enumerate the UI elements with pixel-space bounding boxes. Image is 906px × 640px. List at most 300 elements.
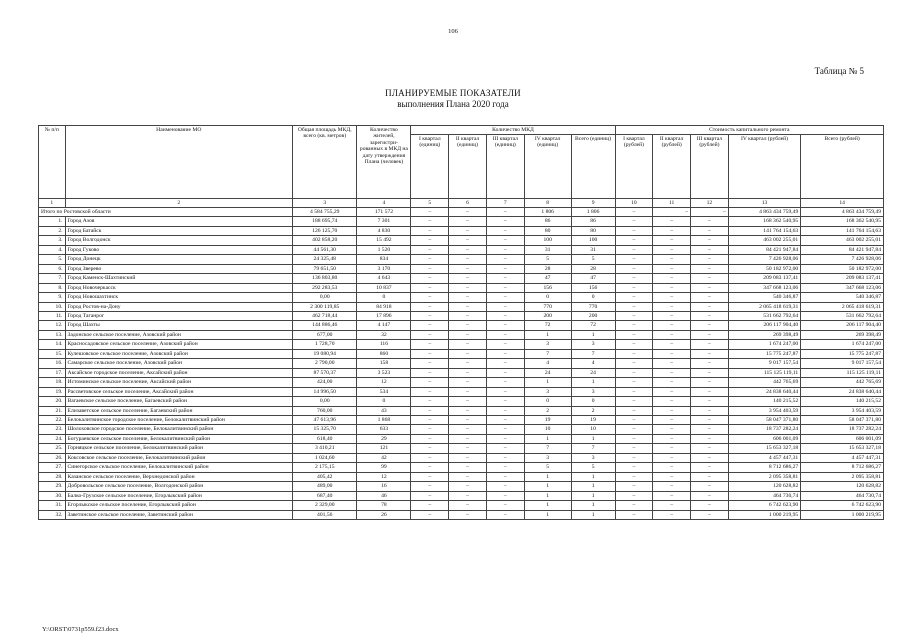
- table-cell: 86: [571, 217, 615, 226]
- table-cell: 168 362 540,95: [728, 217, 800, 226]
- table-row: [39, 434, 884, 443]
- table-cell: –: [411, 255, 449, 264]
- table-cell: 24 325,48: [293, 255, 357, 264]
- table-cell: 269 398,49: [728, 330, 800, 339]
- municipality-name: Город Батайск: [65, 226, 293, 235]
- table-cell: –: [486, 510, 524, 519]
- table-cell: 347 668 123,06: [728, 283, 800, 292]
- table-cell: 2 065 418 619,31: [801, 302, 884, 311]
- row-number: 11.: [39, 311, 66, 320]
- table-cell: 29: [357, 434, 411, 443]
- table-cell: 116: [357, 340, 411, 349]
- table-cell: 200: [571, 311, 615, 320]
- total-cell: –: [449, 208, 487, 217]
- table-cell: 188 695,74: [293, 217, 357, 226]
- table-cell: 15 653 327,18: [801, 444, 884, 453]
- header-total-count: Всего (единиц): [571, 135, 615, 199]
- table-cell: 47: [571, 274, 615, 283]
- table-row: [39, 510, 884, 519]
- table-cell: –: [449, 311, 487, 320]
- table-cell: –: [411, 472, 449, 481]
- table-cell: –: [691, 463, 729, 472]
- table-cell: –: [411, 217, 449, 226]
- table-label: Таблица № 5: [814, 66, 864, 76]
- table-cell: –: [691, 415, 729, 424]
- table-cell: 32: [357, 330, 411, 339]
- table-cell: –: [449, 406, 487, 415]
- table-cell: –: [411, 330, 449, 339]
- row-number: 22.: [39, 415, 66, 424]
- table-cell: 1: [571, 330, 615, 339]
- table-cell: –: [653, 264, 691, 273]
- table-cell: –: [615, 236, 653, 245]
- table-cell: –: [449, 359, 487, 368]
- table-cell: –: [486, 444, 524, 453]
- row-number: 26.: [39, 453, 66, 462]
- total-cell: –: [653, 208, 691, 217]
- header-q3-count: III квартал (единиц): [486, 135, 524, 199]
- table-cell: 1: [571, 378, 615, 387]
- table-cell: 141 764 154,63: [801, 226, 884, 235]
- table-cell: 19 080,94: [293, 349, 357, 358]
- municipality-name: Город Новошахтинск: [65, 293, 293, 302]
- table-row: [39, 368, 884, 377]
- header-q4-count: IV квартал (единиц): [524, 135, 571, 199]
- table-cell: –: [449, 397, 487, 406]
- table-cell: 1: [571, 510, 615, 519]
- header-total-cost: Всего (рублей): [801, 135, 884, 199]
- table-cell: 402 858,20: [293, 236, 357, 245]
- table-cell: 3: [571, 340, 615, 349]
- table-cell: –: [653, 311, 691, 320]
- table-cell: –: [653, 378, 691, 387]
- table-cell: –: [653, 226, 691, 235]
- table-cell: –: [449, 425, 487, 434]
- table-cell: 86: [524, 217, 571, 226]
- table-cell: –: [449, 501, 487, 510]
- table-cell: 12: [357, 472, 411, 481]
- table-cell: –: [486, 463, 524, 472]
- table-cell: 2 329,00: [293, 501, 357, 510]
- table-cell: –: [691, 293, 729, 302]
- table-cell: 156: [571, 283, 615, 292]
- table-cell: 24 838 640,44: [801, 387, 884, 396]
- table-cell: –: [691, 321, 729, 330]
- table-cell: 0,00: [293, 397, 357, 406]
- table-cell: –: [486, 274, 524, 283]
- table-cell: –: [691, 283, 729, 292]
- table-cell: –: [486, 311, 524, 320]
- table-cell: 140 215,52: [728, 397, 800, 406]
- table-cell: 12: [357, 378, 411, 387]
- table-cell: –: [449, 453, 487, 462]
- table-cell: 1: [524, 491, 571, 500]
- table-cell: –: [615, 293, 653, 302]
- table-row: [39, 302, 884, 311]
- table-cell: –: [411, 444, 449, 453]
- table-cell: 1 674 247,00: [801, 340, 884, 349]
- table-cell: 8 712 686,27: [801, 463, 884, 472]
- table-cell: 99: [357, 463, 411, 472]
- table-cell: 770: [524, 302, 571, 311]
- table-cell: –: [653, 368, 691, 377]
- table-row: [39, 453, 884, 462]
- table-cell: 14 996,50: [293, 387, 357, 396]
- table-cell: 19: [571, 415, 615, 424]
- table-cell: –: [615, 415, 653, 424]
- table-row: [39, 378, 884, 387]
- table-cell: –: [691, 368, 729, 377]
- table-cell: 5: [524, 463, 571, 472]
- table-cell: –: [411, 387, 449, 396]
- table-cell: 4: [571, 359, 615, 368]
- column-number: 2: [65, 199, 293, 208]
- table-cell: –: [653, 340, 691, 349]
- table-cell: 3: [571, 387, 615, 396]
- table-cell: 84 421 947,84: [728, 245, 800, 254]
- total-cell: –: [615, 208, 653, 217]
- table-cell: 15 775 247,87: [728, 349, 800, 358]
- table-cell: –: [449, 491, 487, 500]
- table-cell: 0: [357, 293, 411, 302]
- table-cell: 5: [571, 255, 615, 264]
- table-cell: 206 117 904,40: [728, 321, 800, 330]
- table-cell: 1: [571, 472, 615, 481]
- municipality-name: Егорлыкское сельское поселение, Егорлыкский район: [65, 501, 293, 510]
- header-q4-cost: IV квартал (рублей): [728, 135, 800, 199]
- table-cell: –: [486, 482, 524, 491]
- table-cell: 0,00: [293, 293, 357, 302]
- table-cell: 7 301: [357, 217, 411, 226]
- table-cell: 72: [524, 321, 571, 330]
- table-cell: –: [691, 264, 729, 273]
- table-cell: –: [411, 311, 449, 320]
- table-cell: –: [653, 425, 691, 434]
- header-num: № п/п: [39, 126, 66, 199]
- table-cell: 2 300 119,85: [293, 302, 357, 311]
- table-cell: –: [411, 463, 449, 472]
- table-cell: 158: [357, 359, 411, 368]
- municipality-name: Богураевское сельское поселение, Белокалитвинский район: [65, 434, 293, 443]
- table-cell: 534: [357, 387, 411, 396]
- table-cell: 100: [524, 236, 571, 245]
- table-cell: –: [411, 283, 449, 292]
- header-q1-count: I квартал (единиц): [411, 135, 449, 199]
- table-cell: –: [449, 482, 487, 491]
- table-cell: 115 125 119,11: [801, 368, 884, 377]
- table-cell: –: [411, 302, 449, 311]
- table-cell: –: [486, 283, 524, 292]
- table-cell: –: [615, 359, 653, 368]
- table-cell: –: [691, 453, 729, 462]
- table-cell: –: [486, 245, 524, 254]
- row-number: 31.: [39, 501, 66, 510]
- table-cell: 200: [524, 311, 571, 320]
- row-number: 20.: [39, 397, 66, 406]
- table-cell: –: [653, 236, 691, 245]
- table-cell: –: [486, 434, 524, 443]
- table-cell: 80: [571, 226, 615, 235]
- table-cell: –: [449, 444, 487, 453]
- table-cell: –: [615, 491, 653, 500]
- table-cell: 463 002 255,01: [728, 236, 800, 245]
- table-cell: 79 651,50: [293, 264, 357, 273]
- table-cell: –: [615, 264, 653, 273]
- table-cell: 47: [524, 274, 571, 283]
- table-cell: 760,00: [293, 406, 357, 415]
- row-number: 1.: [39, 217, 66, 226]
- table-cell: 677,00: [293, 330, 357, 339]
- table-cell: 209 083 137,41: [728, 274, 800, 283]
- table-cell: 401,56: [293, 510, 357, 519]
- table-cell: –: [653, 255, 691, 264]
- table-cell: 120 628,82: [728, 482, 800, 491]
- header-area: Общая площадь МКД, всего (кв. метров): [293, 126, 357, 199]
- table-cell: 19: [524, 415, 571, 424]
- table-cell: –: [691, 406, 729, 415]
- table-row: [39, 482, 884, 491]
- table-cell: –: [449, 283, 487, 292]
- table-cell: 442 765,69: [728, 378, 800, 387]
- table-cell: 4 147: [357, 321, 411, 330]
- table-cell: –: [411, 434, 449, 443]
- table-cell: –: [691, 444, 729, 453]
- table-cell: 0: [571, 397, 615, 406]
- table-cell: 1 000 219,95: [801, 510, 884, 519]
- table-cell: 121: [357, 444, 411, 453]
- table-cell: 1: [571, 491, 615, 500]
- table-cell: –: [653, 472, 691, 481]
- table-cell: 405,42: [293, 472, 357, 481]
- table-cell: –: [411, 406, 449, 415]
- table-cell: –: [615, 434, 653, 443]
- table-cell: 84 918: [357, 302, 411, 311]
- table-cell: 531 662 792,64: [801, 311, 884, 320]
- table-cell: –: [486, 425, 524, 434]
- total-cell: –: [411, 208, 449, 217]
- table-cell: –: [691, 330, 729, 339]
- table-cell: –: [411, 491, 449, 500]
- table-cell: –: [653, 444, 691, 453]
- table-cell: 7: [524, 444, 571, 453]
- row-number: 25.: [39, 444, 66, 453]
- table-cell: –: [653, 330, 691, 339]
- table-row: [39, 226, 884, 235]
- table-cell: 489,00: [293, 482, 357, 491]
- table-cell: 87 570,37: [293, 368, 357, 377]
- table-cell: –: [653, 510, 691, 519]
- table-cell: 1 728,70: [293, 340, 357, 349]
- table-row: [39, 359, 884, 368]
- total-cell: 1 806: [571, 208, 615, 217]
- table-cell: –: [615, 453, 653, 462]
- row-number: 8.: [39, 283, 66, 292]
- table-cell: 1 674 247,00: [728, 340, 800, 349]
- table-cell: –: [615, 321, 653, 330]
- column-number: 11: [653, 199, 691, 208]
- municipality-name: Кулешовское сельское поселение, Азовский район: [65, 349, 293, 358]
- table-cell: 834: [357, 255, 411, 264]
- table-cell: 464 730,74: [801, 491, 884, 500]
- table-cell: –: [653, 482, 691, 491]
- row-number: 7.: [39, 274, 66, 283]
- table-cell: 15 492: [357, 236, 411, 245]
- row-number: 21.: [39, 406, 66, 415]
- table-cell: –: [691, 217, 729, 226]
- table-cell: –: [615, 330, 653, 339]
- total-cell: 4 863 434 759,49: [728, 208, 800, 217]
- municipality-name: Шолоховское городское поселение, Белокалитвинский район: [65, 425, 293, 434]
- column-numbers-row: [39, 199, 884, 208]
- table-cell: –: [615, 425, 653, 434]
- table-cell: –: [486, 387, 524, 396]
- table-cell: –: [691, 378, 729, 387]
- table-cell: –: [615, 340, 653, 349]
- table-cell: 531 662 792,64: [728, 311, 800, 320]
- row-number: 12.: [39, 321, 66, 330]
- municipality-name: Рассветовское сельское поселение, Аксайский район: [65, 387, 293, 396]
- table-cell: –: [615, 349, 653, 358]
- table-cell: –: [411, 226, 449, 235]
- table-cell: –: [411, 453, 449, 462]
- table-cell: –: [486, 226, 524, 235]
- table-cell: 0: [524, 293, 571, 302]
- table-cell: –: [653, 302, 691, 311]
- table-cell: –: [411, 368, 449, 377]
- table-cell: –: [449, 349, 487, 358]
- table-cell: 5: [524, 255, 571, 264]
- table-cell: –: [691, 425, 729, 434]
- table-row: [39, 425, 884, 434]
- table-cell: 0: [524, 397, 571, 406]
- column-number: 13: [728, 199, 800, 208]
- table-row: [39, 217, 884, 226]
- table-row: [39, 444, 884, 453]
- table-cell: –: [615, 510, 653, 519]
- municipality-name: Белокалитвинское городское поселение, Белокалитвинский район: [65, 415, 293, 424]
- table-cell: –: [615, 387, 653, 396]
- table-cell: –: [691, 236, 729, 245]
- column-number: 6: [449, 199, 487, 208]
- table-cell: –: [691, 245, 729, 254]
- table-cell: 1 024,60: [293, 453, 357, 462]
- table-cell: 168 362 540,95: [801, 217, 884, 226]
- table-row: [39, 387, 884, 396]
- header-q2-cost: II квартал (рублей): [653, 135, 691, 199]
- table-cell: –: [486, 330, 524, 339]
- table-row: [39, 293, 884, 302]
- table-cell: 3 954 403,59: [728, 406, 800, 415]
- row-number: 19.: [39, 387, 66, 396]
- header-residents: Количество жителей, зарегистри-рованных в МКД на дату утверждения Плана (человек): [357, 126, 411, 199]
- table-cell: –: [411, 321, 449, 330]
- table-cell: –: [486, 302, 524, 311]
- municipality-name: Аксайское городское поселение, Аксайский район: [65, 368, 293, 377]
- municipality-name: Вагаевское сельское поселение, Багаевский район: [65, 397, 293, 406]
- table-row: [39, 491, 884, 500]
- municipality-name: Город Каменск-Шахтинский: [65, 274, 293, 283]
- table-cell: –: [691, 340, 729, 349]
- table-cell: 46: [357, 491, 411, 500]
- table-cell: –: [653, 406, 691, 415]
- table-cell: –: [691, 397, 729, 406]
- table-cell: 126 125,70: [293, 226, 357, 235]
- municipality-name: Город Ростов-на-Дону: [65, 302, 293, 311]
- row-number: 3.: [39, 236, 66, 245]
- table-cell: 2: [524, 406, 571, 415]
- table-cell: –: [486, 501, 524, 510]
- municipality-name: Горняцкое сельское поселение, Белокалитвинский район: [65, 444, 293, 453]
- row-number: 15.: [39, 349, 66, 358]
- municipality-name: Елизаветское сельское поселение, Багаевский район: [65, 406, 293, 415]
- table-cell: –: [653, 434, 691, 443]
- table-cell: –: [449, 293, 487, 302]
- row-number: 6.: [39, 264, 66, 273]
- table-cell: 206 117 904,40: [801, 321, 884, 330]
- row-number: 9.: [39, 293, 66, 302]
- table-cell: –: [691, 434, 729, 443]
- row-number: 2.: [39, 226, 66, 235]
- municipality-name: Город Гуково: [65, 245, 293, 254]
- table-cell: 1: [524, 434, 571, 443]
- table-cell: –: [411, 397, 449, 406]
- row-number: 5.: [39, 255, 66, 264]
- table-cell: –: [411, 349, 449, 358]
- document-title: ПЛАНИРУЕМЫЕ ПОКАЗАТЕЛИ: [385, 88, 521, 98]
- table-cell: 1: [524, 482, 571, 491]
- table-row: [39, 501, 884, 510]
- table-cell: 3: [524, 340, 571, 349]
- municipality-name: Город Новочеркасск: [65, 283, 293, 292]
- municipality-name: Красносадовское сельское поселение, Азовский район: [65, 340, 293, 349]
- table-cell: –: [691, 491, 729, 500]
- table-cell: 2: [571, 406, 615, 415]
- total-cell: 4 584 755,29: [293, 208, 357, 217]
- table-cell: –: [486, 340, 524, 349]
- table-cell: –: [486, 255, 524, 264]
- table-cell: –: [486, 415, 524, 424]
- table-cell: 6 742 623,90: [728, 501, 800, 510]
- table-cell: 606 001,09: [728, 434, 800, 443]
- table-cell: –: [449, 330, 487, 339]
- file-path-footer: Y:\ORST\0731p559.f23.docx: [42, 626, 119, 633]
- table-cell: 1: [571, 482, 615, 491]
- table-cell: 18 737 282,24: [801, 425, 884, 434]
- column-number: 7: [486, 199, 524, 208]
- table-cell: 540 346,87: [728, 293, 800, 302]
- table-cell: 4 457 447,31: [728, 453, 800, 462]
- table-cell: 16: [357, 482, 411, 491]
- column-number: 10: [615, 199, 653, 208]
- table-cell: 9 017 157,54: [728, 359, 800, 368]
- table-row: [39, 463, 884, 472]
- table-cell: 28: [524, 264, 571, 273]
- table-cell: –: [691, 302, 729, 311]
- municipality-name: Город Шахты: [65, 321, 293, 330]
- municipality-name: Город Азов: [65, 217, 293, 226]
- table-cell: –: [486, 236, 524, 245]
- municipality-name: Самарское сельское поселение, Азовский район: [65, 359, 293, 368]
- table-cell: –: [691, 510, 729, 519]
- municipality-name: Город Волгодонск: [65, 236, 293, 245]
- table-cell: –: [615, 245, 653, 254]
- header-count-group: Количество МКД: [411, 126, 615, 135]
- column-number: 1: [39, 199, 66, 208]
- table-cell: –: [486, 321, 524, 330]
- table-cell: 770: [571, 302, 615, 311]
- table-cell: 80: [524, 226, 571, 235]
- table-cell: –: [486, 293, 524, 302]
